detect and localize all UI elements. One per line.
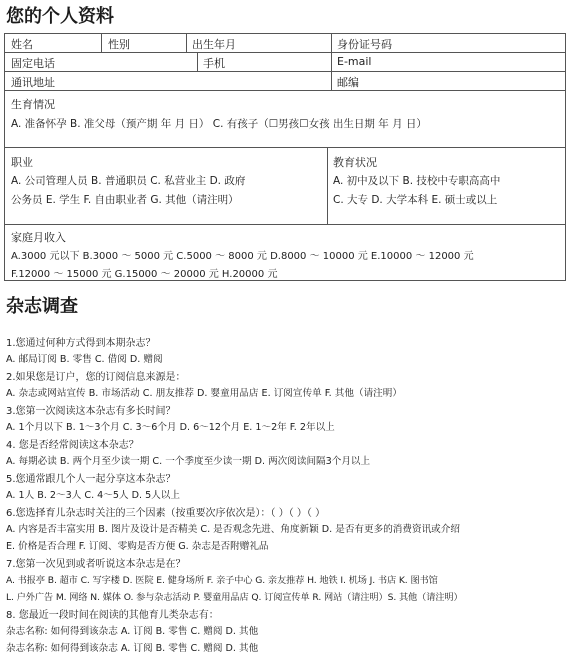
address-field[interactable]: 通讯地址	[11, 76, 55, 89]
survey-question-3: 3.您第一次阅读这本杂志有多长时间？	[6, 406, 176, 417]
form-row-phone	[5, 53, 565, 72]
income-label: 家庭月收入	[11, 231, 66, 244]
survey-options-3[interactable]: A. 1个月以下 B. 1～3个月 C. 3～6个月 D. 6～12个月 E. 1～2年 F. 2年以上	[6, 422, 335, 433]
survey-options-7b[interactable]: L. 户外广告 M. 网络 N. 媒体 O. 参与杂志活动 P. 婴童用品店 Q. 订阅宣传单 R. 网站（请注明）S. 其他（请注明）	[6, 592, 463, 603]
job-options-line1[interactable]: A. 公司管理人员 B. 普通职员 C. 私营业主 D. 政府	[11, 175, 246, 187]
survey-options-4[interactable]: A. 每期必读 B. 两个月至少读一期 C. 一个季度至少读一期 D. 两次阅读间隔3个月以上	[6, 456, 371, 467]
education-label: 教育状况	[333, 156, 377, 169]
name-field[interactable]: 姓名	[11, 38, 33, 51]
education-options-line2[interactable]: C. 大专 D. 大学本科 E. 硕士或以上	[333, 194, 498, 206]
survey-question-1: 1.您通过何种方式得到本期杂志？	[6, 338, 156, 349]
job-label: 职业	[11, 156, 33, 169]
form-row-address	[5, 72, 565, 91]
gender-field[interactable]: 性别	[108, 38, 130, 51]
education-options-line1[interactable]: A. 初中及以下 B. 技校中专职高高中	[333, 175, 501, 187]
income-options-line2[interactable]: F.12000 ～ 15000 元 G.15000 ～ 20000 元 H.20000 元	[11, 269, 278, 280]
job-options-line2[interactable]: 公务员 E. 学生 F. 自由职业者 G. 其他（请注明）	[11, 194, 239, 206]
zip-field[interactable]: 邮编	[337, 76, 359, 89]
survey-options-5[interactable]: A. 1人 B. 2～3人 C. 4～5人 D. 5人以上	[6, 490, 180, 501]
survey-options-2[interactable]: A. 杂志或网站宣传 B. 市场活动 C. 朋友推荐 D. 婴童用品店 E. 订阅宣传单 F. 其他（请注明）	[6, 388, 402, 399]
form-row-basic	[5, 34, 565, 53]
survey-options-1[interactable]: A. 邮局订阅 B. 零售 C. 借阅 D. 赠阅	[6, 354, 163, 365]
survey-magazine-entry-2[interactable]: 杂志名称: 如何得到该杂志 A. 订阅 B. 零售 C. 赠阅 D. 其他	[6, 643, 259, 654]
survey-question-8: 8. 您最近一段时间在阅读的其他育儿类杂志有：	[6, 610, 219, 621]
form-row-job-education	[5, 148, 565, 225]
survey-magazine-entry-1[interactable]: 杂志名称: 如何得到该杂志 A. 订阅 B. 零售 C. 赠阅 D. 其他	[6, 626, 259, 637]
survey-question-6[interactable]: 6.您选择育儿杂志时关注的三个因素（按重要次序依次是）：（ ）（ ）（ ）	[6, 508, 326, 519]
survey-title: 杂志调查	[6, 296, 78, 317]
survey-question-7: 7.您第一次见到或者听说这本杂志是在？	[6, 559, 186, 570]
survey-question-5: 5.您通常跟几个人一起分享这本杂志？	[6, 474, 176, 485]
landline-field[interactable]: 固定电话	[11, 57, 55, 70]
form-row-fertility	[5, 91, 565, 148]
fertility-options[interactable]: A. 准备怀孕 B. 准父母（预产期 年 月 日） C. 有孩子（☐男孩☐女孩 出生日期 年 月 日）	[11, 118, 427, 130]
id-number-field[interactable]: 身份证号码	[337, 38, 392, 51]
survey-options-6a[interactable]: A. 内容是否丰富实用 B. 图片及设计是否精美 C. 是否观念先进、角度新颖 D. 是否有更多的消费资讯或介绍	[6, 524, 460, 535]
survey-question-2: 2.如果您是订户，您的订阅信息来源是：	[6, 372, 186, 383]
survey-options-7a[interactable]: A. 书报亭 B. 超市 C. 写字楼 D. 医院 E. 健身场所 F. 亲子中心 G. 亲友推荐 H. 地铁 I. 机场 J. 书店 K. 图书馆	[6, 575, 438, 586]
personal-info-form	[4, 33, 566, 281]
email-field[interactable]: E-mail	[337, 55, 372, 68]
survey-question-4: 4. 您是否经常阅读这本杂志？	[6, 440, 139, 451]
personal-info-title: 您的个人资料	[6, 6, 114, 27]
birth-date-field[interactable]: 出生年月	[192, 38, 236, 51]
mobile-field[interactable]: 手机	[203, 57, 225, 70]
form-row-income	[5, 225, 565, 280]
fertility-label: 生育情况	[11, 98, 55, 111]
income-options-line1[interactable]: A.3000 元以下 B.3000 ～ 5000 元 C.5000 ～ 8000 元 D.8000 ～ 10000 元 E.10000 ～ 12000 元	[11, 251, 474, 262]
survey-options-6b[interactable]: E. 价格是否合理 F. 订阅、零购是否方便 G. 杂志是否附赠礼品	[6, 541, 269, 552]
